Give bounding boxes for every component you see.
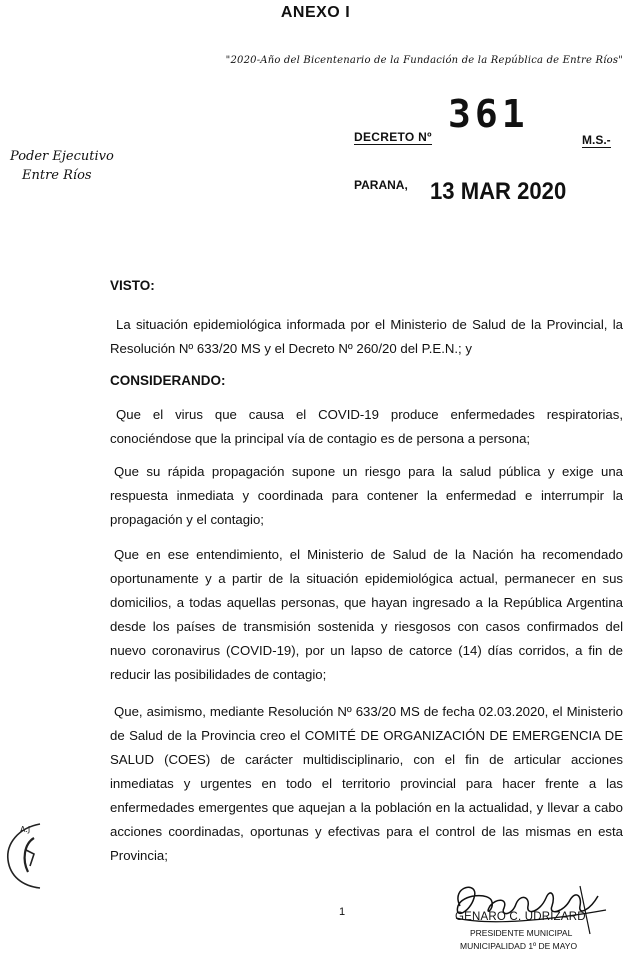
signatory-title: PRESIDENTE MUNICIPAL — [470, 928, 573, 938]
paragraph-considerando-1 — [110, 403, 623, 451]
decree-label: DECRETO Nº — [354, 130, 432, 144]
place-label: PARANA, — [354, 178, 408, 192]
signatory-name: GENARO C. UDRIZARD — [455, 911, 586, 923]
paragraph-visto — [110, 313, 623, 361]
page-number: 1 — [339, 906, 346, 918]
issuer-line-1: Poder Ejecutivo — [10, 149, 114, 164]
seal-stamp-icon — [0, 820, 42, 892]
paragraph-text: Que, asimismo, mediante Resolución Nº 633/20 MS de fecha 02.03.2020, el Ministerio de Salud de la Provincia creo el COMITÉ DE ORGANIZACIÓN DE EMERGENCIA DE SALUD (COES) de carácter multidisciplinario, con el fin de articular acciones inmediatas y urgentes en todo el territorio provincial para hacer frente a las enfermedades emergentes que aquejan a la población en la actualidad, y llevar a cabo acciones coordinadas, oportunas y efectivas para el control de las mismas en esta Provincia; — [110, 704, 623, 863]
paragraph-considerando-4 — [110, 700, 623, 868]
signatory-office: MUNICIPALIDAD 1º DE MAYO — [460, 941, 578, 951]
section-heading-considerando: CONSIDERANDO: — [110, 373, 226, 388]
paragraph-text: Que el virus que causa el COVID-19 produce enfermedades respiratorias, conociéndose que la principal vía de contagio es de persona a persona; — [110, 407, 623, 446]
paragraph-text: Que en ese entendimiento, el Ministerio de Salud de la Nación ha recomendado oportunamente y a partir de la situación epidemiológica actual, permanecer en sus domicilios, a todas aquellas personas, que hayan ingresado a la República Argentina desde los países de transmisión sostenida y riesgosos con casos confirmados del nuevo coronavirus (COVID-19), por un lapso de catorce (14) días corridos, a fin de reducir las posibilidades de contagio; — [110, 547, 623, 682]
paragraph-text: La situación epidemiológica informada por el Ministerio de Salud de la Provincial, la Resolución Nº 633/20 MS y el Decreto Nº 260/20 del P.E.N.; y — [110, 317, 623, 356]
paragraph-considerando-3 — [110, 543, 623, 687]
svg-text:A.J: A.J — [20, 825, 31, 834]
paragraph-considerando-2 — [110, 460, 623, 532]
decree-number: 361 — [448, 92, 529, 136]
issuer-line-2: Entre Ríos — [22, 168, 92, 183]
paragraph-text: Que su rápida propagación supone un riesgo para la salud pública y exige una respuesta inmediata y coordinada para contener la enfermedad e interrumpir la propagación y el contagio; — [110, 464, 623, 527]
issuer-block — [10, 147, 114, 185]
year-motto: "2020-Año del Bicentenario de la Fundación de la República de Entre Ríos" — [225, 55, 623, 66]
decree-suffix: M.S.- — [582, 133, 611, 147]
annex-title: ANEXO I — [280, 4, 351, 21]
section-heading-visto: VISTO: — [110, 278, 155, 293]
date-stamp: 13 MAR 2020 — [430, 178, 567, 205]
